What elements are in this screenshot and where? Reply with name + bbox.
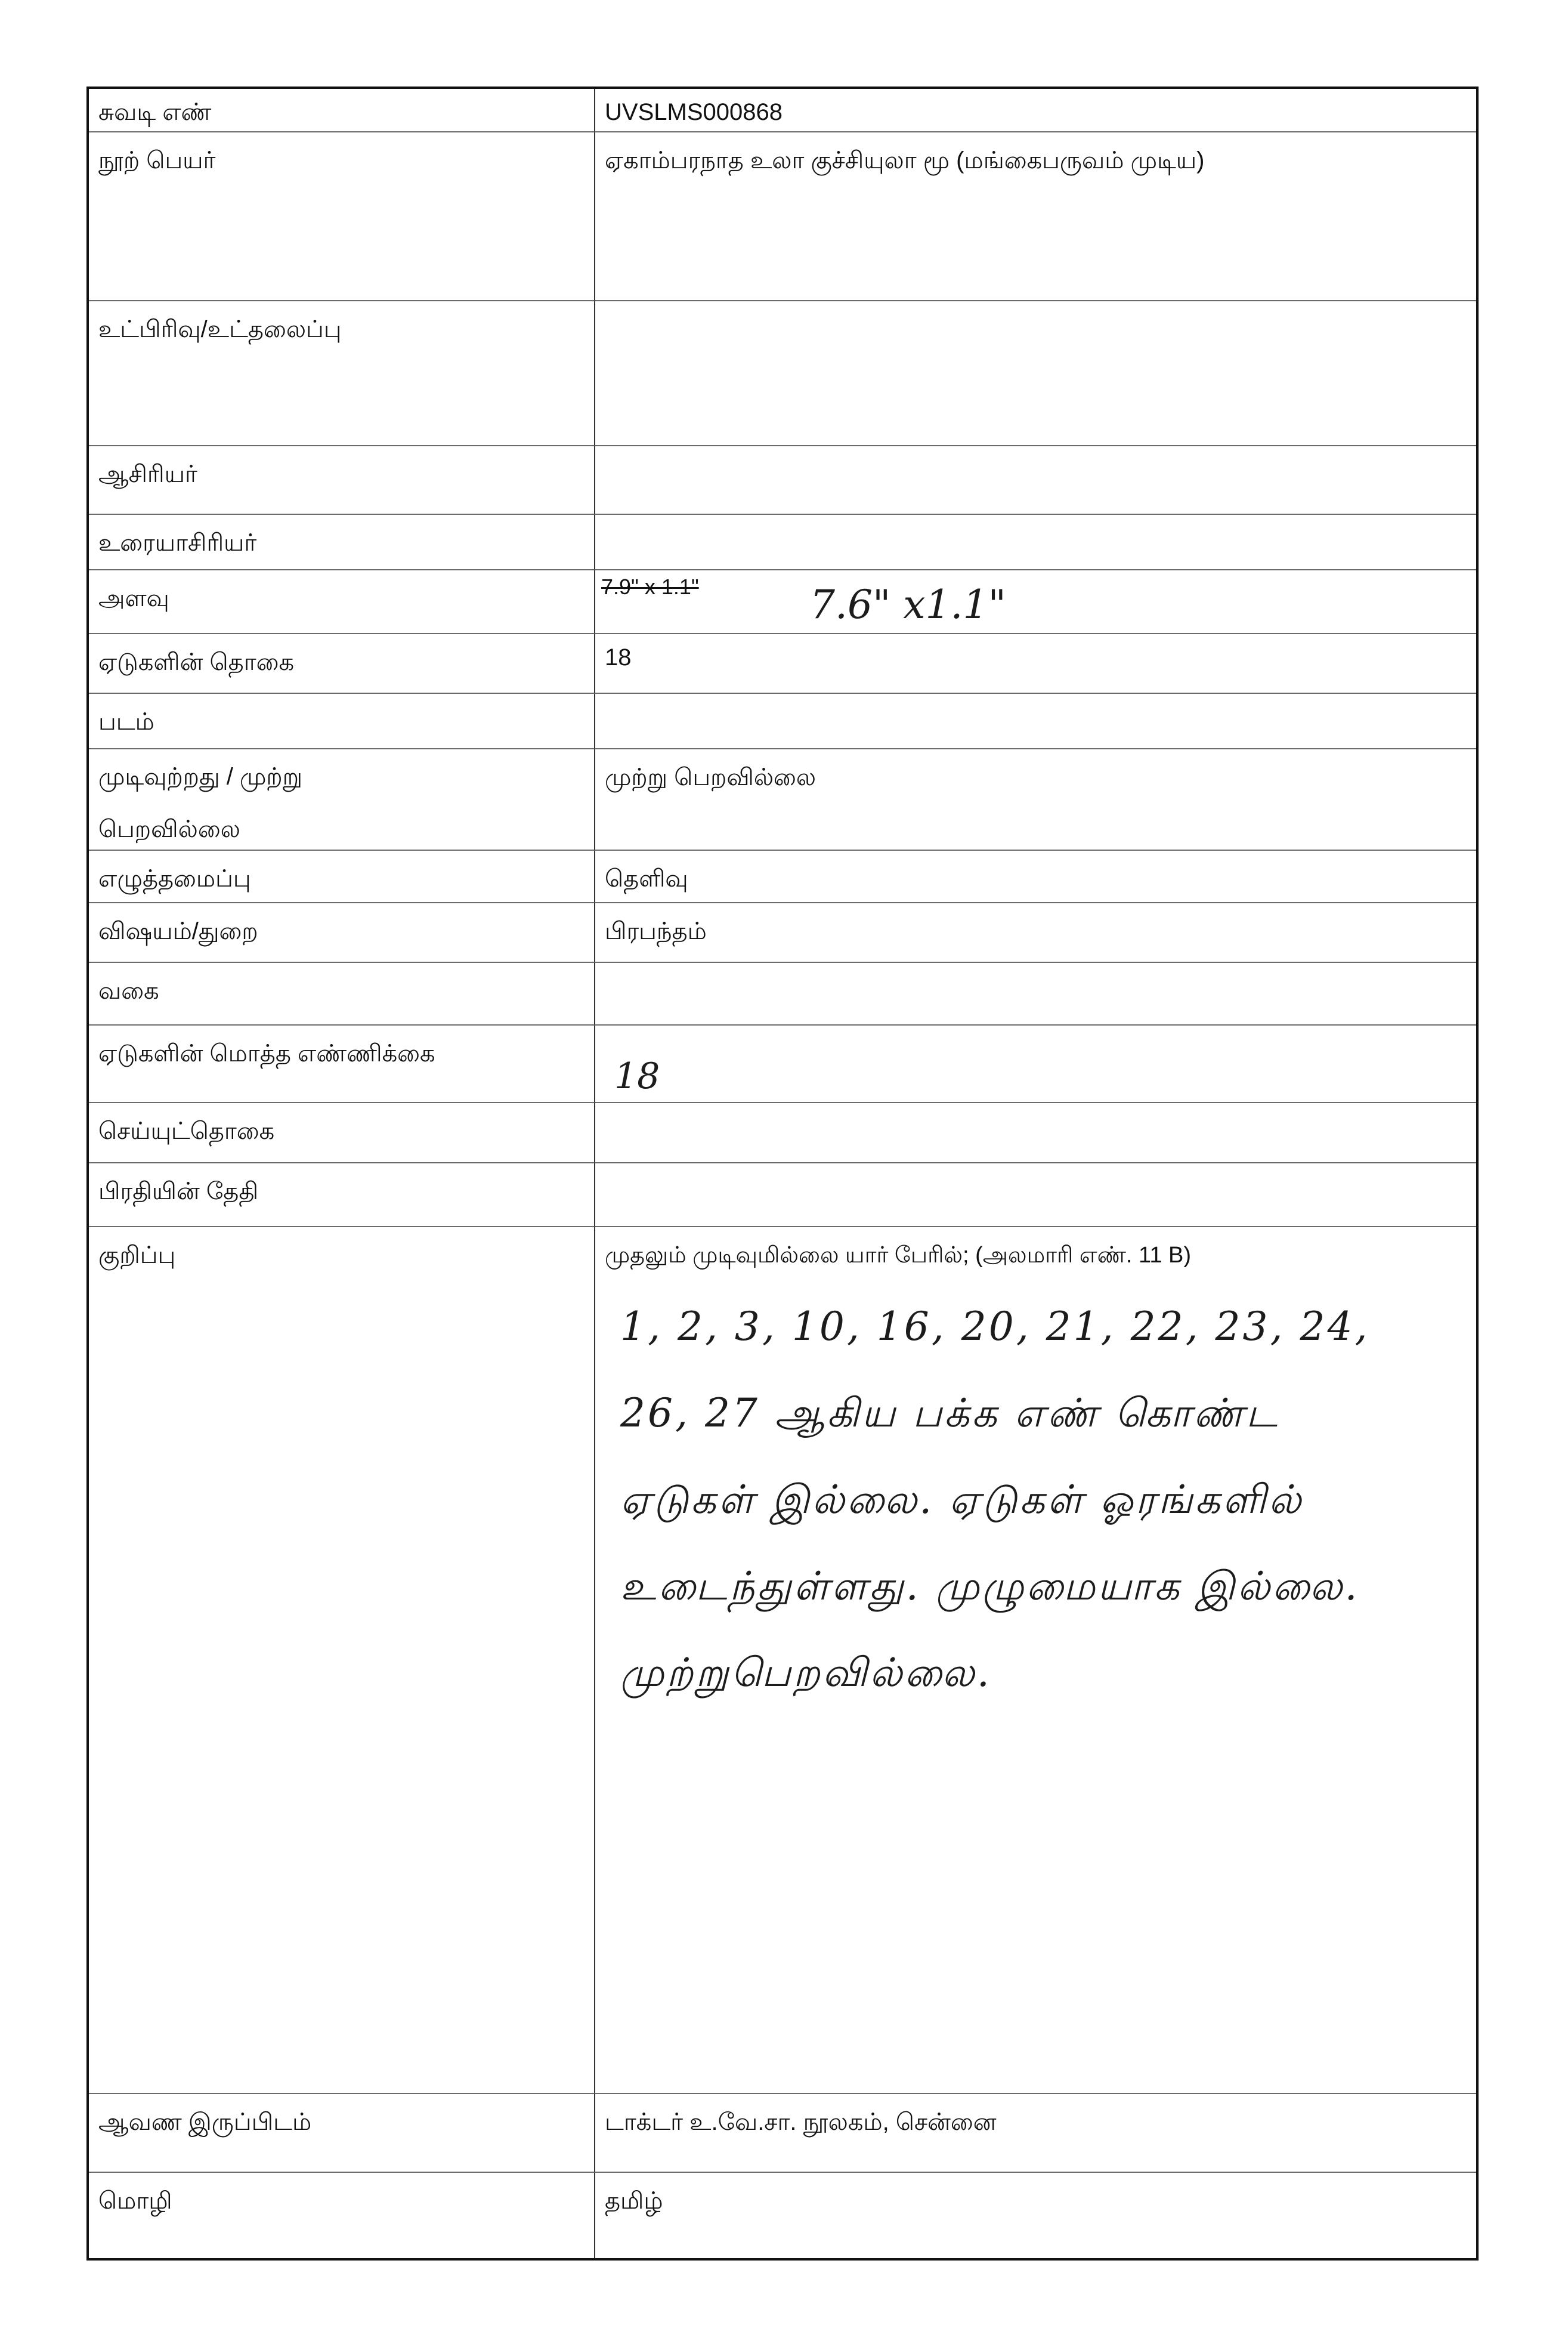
label-title: நூற் பெயர் <box>89 132 595 301</box>
value-script-style: தெளிவு <box>595 851 1476 903</box>
notes-handwritten-line: 26, 27 ஆகிய பக்க எண் கொண்ட <box>620 1390 1280 1436</box>
label-language: மொழி <box>89 2173 595 2258</box>
label-subdivision: உட்பிரிவு/உட்தலைப்பு <box>89 301 595 446</box>
label-verse-count: செய்யுட்தொகை <box>89 1103 595 1163</box>
notes-typed-text: முதலும் முடிவுமில்லை யார் பேரில்; (அலமாரி எண். 11 B) <box>605 1243 1192 1268</box>
value-leaf-count: 18 <box>595 634 1476 694</box>
label-subject: விஷயம்/துறை <box>89 903 595 963</box>
value-commentator <box>595 515 1476 570</box>
value-notes <box>595 1227 1476 2094</box>
value-author <box>595 446 1476 515</box>
value-copy-date <box>595 1163 1476 1227</box>
label-size: அளவு <box>89 570 595 634</box>
label-author: ஆசிரியர் <box>89 446 595 515</box>
label-completeness <box>89 749 595 851</box>
label-copy-date: பிரதியின் தேதி <box>89 1163 595 1227</box>
label-repository: ஆவண இருப்பிடம் <box>89 2094 595 2173</box>
label-script-style: எழுத்தமைப்பு <box>89 851 595 903</box>
value-title: ஏகாம்பரநாத உலா குச்சியுலா மூ (மங்கைபருவம் முடிய) <box>595 132 1476 301</box>
notes-handwritten-line: முற்றுபெறவில்லை. <box>620 1650 992 1696</box>
value-subdivision <box>595 301 1476 446</box>
label-total-leaves: ஏடுகளின் மொத்த எண்ணிக்கை <box>89 1026 595 1103</box>
notes-handwritten-line: உடைந்துள்ளது. முழுமையாக இல்லை. <box>620 1563 1360 1609</box>
size-struck-value: 7.9" x 1.1" <box>601 575 699 599</box>
label-commentator: உரையாசிரியர் <box>89 515 595 570</box>
total-leaves-handwritten-value: 18 <box>614 1055 660 1097</box>
value-illustration <box>595 694 1476 749</box>
value-verse-count <box>595 1103 1476 1163</box>
value-palm-leaf-id: UVSLMS000868 <box>595 89 1476 132</box>
label-leaf-count: ஏடுகளின் தொகை <box>89 634 595 694</box>
notes-handwritten-line: ஏடுகள் இல்லை. ஏடுகள் ஓரங்களில் <box>620 1477 1304 1523</box>
value-size <box>595 570 1476 634</box>
value-category <box>595 963 1476 1026</box>
value-subject: பிரபந்தம் <box>595 903 1476 963</box>
record-sheet <box>86 87 1479 2261</box>
label-completeness-line-1: முடிவுற்றது / முற்று <box>98 764 303 790</box>
value-total-leaves <box>595 1026 1476 1103</box>
label-category: வகை <box>89 963 595 1026</box>
label-illustration: படம் <box>89 694 595 749</box>
label-completeness-line-2: பெறவில்லை <box>98 816 240 842</box>
label-notes: குறிப்பு <box>89 1227 595 2094</box>
notes-handwritten-line: 1, 2, 3, 10, 16, 20, 21, 22, 23, 24, <box>620 1304 1370 1350</box>
value-language: தமிழ் <box>605 2188 663 2214</box>
label-palm-leaf-id: சுவடி எண் <box>89 89 595 132</box>
value-repository: டாக்டர் உ.வே.சா. நூலகம், சென்னை <box>595 2094 1476 2173</box>
notes-handwritten-block <box>605 1283 1468 1716</box>
value-completeness: முற்று பெறவில்லை <box>595 749 1476 851</box>
size-handwritten-value: 7.6" x1.1" <box>810 582 1006 628</box>
